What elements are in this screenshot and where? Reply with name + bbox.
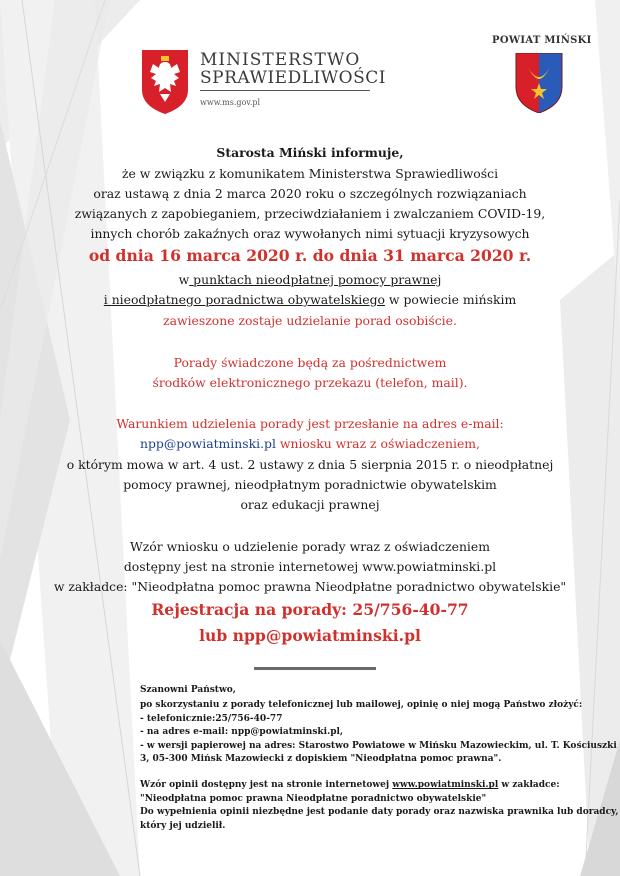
- footer-website-link[interactable]: www.powiatminski.pl: [392, 780, 499, 791]
- footer-requirement: Do wypełnienia opinii niezbędne jest podanie daty porady oraz nazwiska prawnika lub doradcy,: [140, 807, 619, 818]
- email-line: [0, 434, 620, 453]
- footer-paper-address-2: 3, 05-300 Mińsk Mazowiecki z dopiskiem "Nieodpłatna pomoc prawna".: [140, 754, 502, 765]
- section-divider: [254, 667, 376, 670]
- footer-form-line: [140, 779, 600, 792]
- body-line-5: innych chorób zakaźnych oraz wywołanych nimi sytuacji kryzysowych: [90, 226, 530, 241]
- ministry-rule: [200, 90, 370, 91]
- footer-line-2: po skorzystaniu z porady telefonicznej lub mailowej, opinię o niej mogą Państwo złożyć:: [140, 700, 583, 711]
- powiat-coat-of-arms-icon: [514, 53, 564, 113]
- civic-counselling-text: i nieodpłatnego poradnictwa obywatelskiego: [103, 292, 385, 307]
- form-line-2: dostępny jest na stronie internetowej www.powiatminski.pl: [123, 559, 497, 574]
- county-title: POWIAT MIŃSKI: [492, 35, 592, 46]
- registration-phone: Rejestracja na porady: 25/756-40-77: [151, 600, 469, 619]
- body-line-14: o którym mowa w art. 4 ust. 2 ustawy z dnia 5 sierpnia 2015 r. o nieodpłatnej: [66, 457, 554, 472]
- footer-email: - na adres e-mail: npp@powiatminski.pl,: [140, 727, 344, 738]
- suspension-notice: zawieszone zostaje udzielanie porad osobiście.: [163, 313, 457, 328]
- date-range: od dnia 16 marca 2020 r. do dnia 31 marca 2020 r.: [88, 246, 532, 265]
- footer-gap: [140, 766, 600, 779]
- body-line-2: że w związku z komunikatem Ministerstwa Sprawiedliwości: [121, 166, 499, 181]
- legal-aid-points-text: punktach nieodpłatnej pomocy prawnej: [189, 272, 442, 287]
- body-line-16: oraz edukacji prawnej: [240, 497, 380, 512]
- ministry-name-line2: SPRAWIEDLIWOŚCI: [200, 68, 386, 88]
- remote-advice-line-2: środków elektronicznego przekazu (telefon, mail).: [152, 375, 468, 390]
- registration-email: lub npp@powiatminski.pl: [199, 626, 421, 645]
- intro-line: Starosta Miński informuje,: [216, 145, 404, 160]
- body-line-7: [0, 270, 620, 289]
- feedback-section: [140, 684, 619, 833]
- ministry-name-line1: MINISTERSTWO: [200, 50, 361, 70]
- footer-tab-name: "Nieodpłatna pomoc prawna Nieodpłatne poradnictwo obywatelskie": [140, 793, 487, 804]
- body-line-7a: w: [178, 272, 190, 287]
- body-line-8: [0, 290, 620, 309]
- polish-eagle-emblem-icon: [140, 50, 190, 114]
- ministry-logo: [140, 46, 386, 116]
- footer-paper-address: - w wersji papierowej na adres: Starostwo Powiatowe w Mińsku Mazowieckim, ul. T. Kościuszki: [140, 740, 617, 751]
- email-link[interactable]: npp@powiatminski.pl: [140, 436, 276, 451]
- condition-line: Warunkiem udzielenia porady jest przesłanie na adres e-mail:: [116, 416, 504, 431]
- footer-form-text-2: w zakładce:: [498, 780, 560, 791]
- form-line-3: w zakładce: "Nieodpłatna pomoc prawna Nieodpłatne poradnictwo obywatelskie": [53, 579, 567, 594]
- email-line-rest: wniosku wraz z oświadczeniem,: [275, 436, 480, 451]
- footer-phone: - telefonicznie:25/756-40-77: [140, 713, 283, 724]
- body-line-4: związanych z zapobieganiem, przeciwdziałaniem i zwalczaniem COVID-19,: [74, 206, 546, 221]
- remote-advice-line-1: Porady świadczone będą za pośrednictwem: [173, 355, 447, 370]
- ministry-url: www.ms.gov.pl: [200, 98, 261, 107]
- body-line-3: oraz ustawą z dnia 2 marca 2020 roku o szczególnych rozwiązaniach: [93, 186, 527, 201]
- footer-requirement-2: który jej udzielił.: [140, 820, 226, 831]
- footer-form-text: Wzór opinii dostępny jest na stronie internetowej: [140, 780, 393, 791]
- body-line-8b: w powiecie mińskim: [384, 292, 517, 307]
- form-line-1: Wzór wniosku o udzielenie porady wraz z oświadczeniem: [130, 539, 490, 554]
- body-line-15: pomocy prawnej, nieodpłatnym poradnictwie obywatelskim: [123, 477, 497, 492]
- footer-greeting: Szanowni Państwo,: [140, 685, 236, 695]
